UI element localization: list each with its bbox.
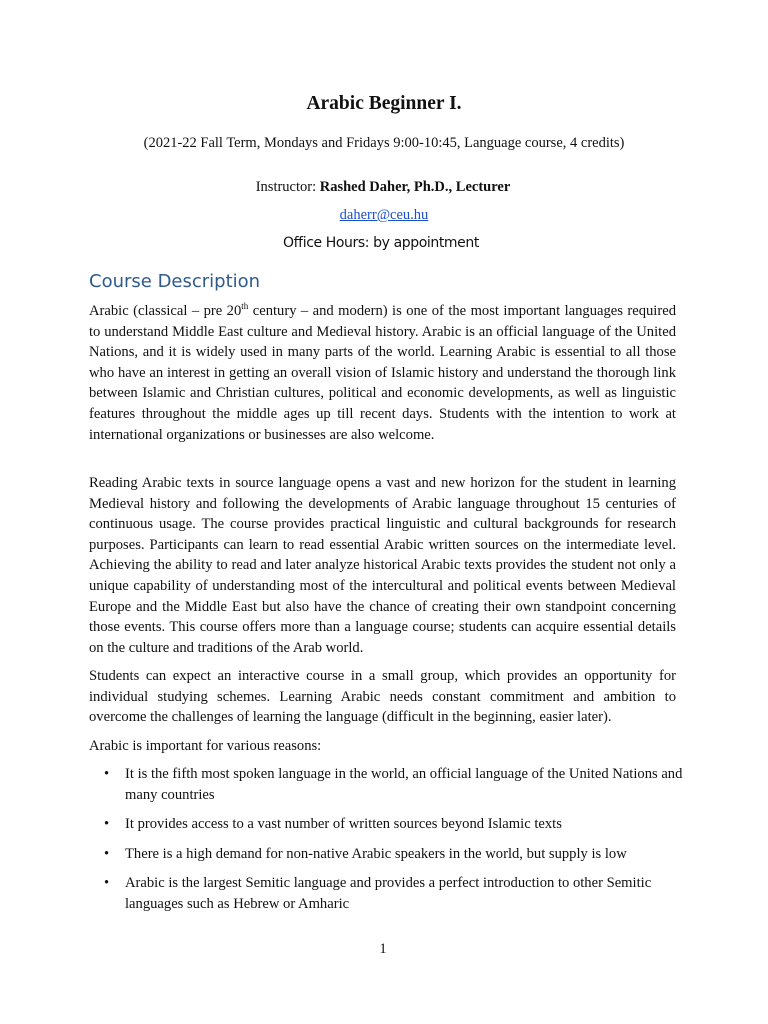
office-hours: Office Hours: by appointment <box>283 235 479 251</box>
section-heading-course-description: Course Description <box>89 271 261 292</box>
bullet-icon: • <box>104 816 110 833</box>
bullet-icon: • <box>104 875 110 892</box>
reasons-list <box>89 764 689 924</box>
list-item <box>89 844 689 865</box>
bullet-icon: • <box>104 845 110 862</box>
page-number: 1 <box>379 941 387 957</box>
list-item-text: It provides access to a vast number of written sources beyond Islamic texts <box>125 816 562 833</box>
list-item-text: There is a high demand for non-native Arabic speakers in the world, but supply is low <box>125 845 627 862</box>
paragraph-1-text-b: century – and modern) is one of the most important languages required to understand Middle East culture and Medieval history. Arabic is an official language of the United Nations, and it is widely used in many parts of the world. Learning Arabic is essential to all those who have an interest in getting an overall vision of Islamic history and understand the thorough link between Islamic and Christian cultures, political and economic developments, as well as linguistic features throughout the middle ages up till recent days. Students with the intention to work at international organizations or businesses are also welcome. <box>89 303 676 443</box>
list-item-text: It is the fifth most spoken language in the world, an official language of the United Nations and many countries <box>125 766 683 803</box>
list-item-text: Arabic is the largest Semitic language and provides a perfect introduction to other Semitic languages such as Hebrew or Amharic <box>125 875 652 912</box>
paragraph-4: Arabic is important for various reasons: <box>89 738 322 754</box>
document-title: Arabic Beginner I. <box>306 93 462 114</box>
instructor-email-link[interactable]: daherr@ceu.hu <box>339 207 429 223</box>
list-item <box>89 873 689 914</box>
instructor-email-line <box>0 207 768 224</box>
instructor-line <box>0 179 766 196</box>
instructor-name: Rashed Daher, Ph.D., Lecturer <box>319 179 511 195</box>
list-item <box>89 814 689 835</box>
list-item <box>89 764 689 805</box>
paragraph-2: Reading Arabic texts in source language opens a vast and new horizon for the student in learning Medieval history and following the developments of Arabic language throughout 15 centuries of continuous usage. The course provides practical linguistic and cultural backgrounds for research purposes. Participants can learn to read essential Arabic written sources on the intermediate level. Achieving the ability to read and later analyze historical Arabic texts provides the student not only a unique capability of understanding most of the intercultural and political events between Medieval Europe and the Middle East but also have the chance of creating their own standpoint concerning those events. This course offers more than a language course; students can acquire essential details on the culture and traditions of the Arab world. <box>89 475 676 656</box>
paragraph-1 <box>89 301 676 445</box>
bullet-icon: • <box>104 766 110 782</box>
instructor-label: Instructor: <box>255 179 320 195</box>
superscript-th: th <box>241 301 249 312</box>
paragraph-3: Students can expect an interactive course in a small group, which provides an opportunity for individual studying schemes. Learning Arabic needs constant commitment and ambition to overcome the challenges of learning the language (difficult in the beginning, easier later). <box>89 668 676 726</box>
paragraph-1-text-a: Arabic (classical – pre 20 <box>89 303 242 319</box>
course-details: (2021-22 Fall Term, Mondays and Fridays 9:00-10:45, Language course, 4 credits) <box>143 135 625 151</box>
